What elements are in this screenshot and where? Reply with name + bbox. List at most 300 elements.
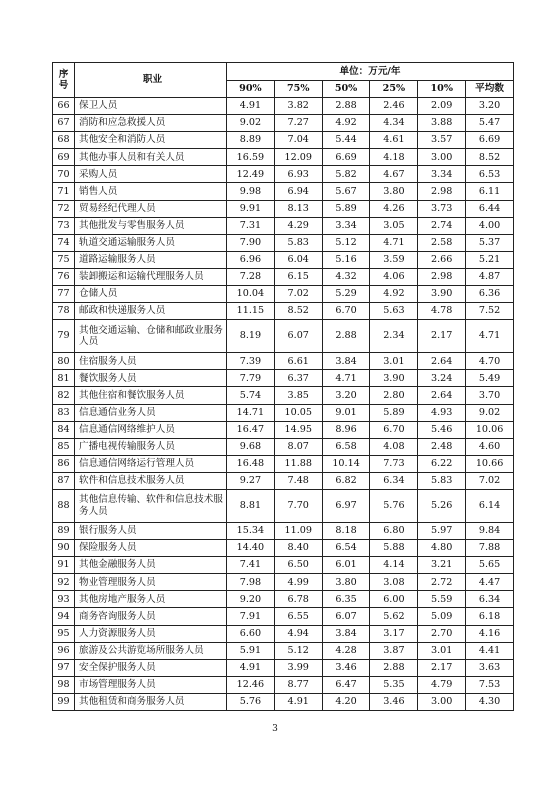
p10-cell: 2.64	[418, 387, 466, 404]
p25-cell: 4.92	[370, 286, 418, 303]
occupation-cell: 邮政和快递服务人员	[75, 303, 227, 320]
average-cell: 5.65	[466, 557, 514, 574]
p90-cell: 5.76	[227, 693, 275, 710]
p50-cell: 5.12	[322, 234, 370, 251]
row-number: 95	[53, 625, 75, 642]
p50-cell: 8.96	[322, 421, 370, 438]
table-row	[53, 642, 514, 659]
row-number: 83	[53, 404, 75, 421]
occupation-header: 职业	[75, 63, 227, 98]
occupation-cell: 保卫人员	[75, 98, 227, 115]
p25-cell: 5.35	[370, 676, 418, 693]
average-cell: 6.44	[466, 200, 514, 217]
table-row	[53, 303, 514, 320]
average-cell: 10.06	[466, 421, 514, 438]
occupation-cell: 信息通信业务人员	[75, 404, 227, 421]
occupation-cell: 其他房地产服务人员	[75, 591, 227, 608]
p90-cell: 8.81	[227, 489, 275, 522]
row-number: 89	[53, 522, 75, 539]
row-number: 92	[53, 574, 75, 591]
p50-cell: 4.32	[322, 268, 370, 285]
average-cell: 6.53	[466, 166, 514, 183]
p90-cell: 9.68	[227, 438, 275, 455]
p75-cell: 11.88	[274, 455, 322, 472]
p10-cell: 4.93	[418, 404, 466, 421]
row-number: 77	[53, 286, 75, 303]
p75-cell: 8.13	[274, 200, 322, 217]
p90-cell: 9.27	[227, 472, 275, 489]
average-cell: 4.71	[466, 320, 514, 353]
p25-cell: 5.63	[370, 303, 418, 320]
p25-cell: 3.01	[370, 353, 418, 370]
p90-cell: 16.59	[227, 149, 275, 166]
seq-header-top: 序	[58, 68, 69, 80]
occupation-cell: 其他交通运输、仓储和邮政业服务人员	[75, 320, 227, 353]
p75-cell: 3.85	[274, 387, 322, 404]
p10-cell: 2.98	[418, 183, 466, 200]
p90-cell: 12.49	[227, 166, 275, 183]
p75-cell: 6.04	[274, 251, 322, 268]
occupation-cell: 安全保护服务人员	[75, 659, 227, 676]
row-number: 72	[53, 200, 75, 217]
occupation-cell: 其他安全和消防人员	[75, 132, 227, 149]
p25-cell: 3.80	[370, 183, 418, 200]
p10-cell: 3.24	[418, 370, 466, 387]
row-number: 90	[53, 540, 75, 557]
p50-cell: 4.71	[322, 370, 370, 387]
p90-cell: 7.39	[227, 353, 275, 370]
occupation-cell: 销售人员	[75, 183, 227, 200]
seq-header-bottom: 号	[58, 80, 69, 91]
average-cell: 6.69	[466, 132, 514, 149]
p10-cell: 2.17	[418, 320, 466, 353]
p75-cell: 6.94	[274, 183, 322, 200]
p50-cell: 5.29	[322, 286, 370, 303]
row-number: 70	[53, 166, 75, 183]
table-row	[53, 608, 514, 625]
p10-cell: 5.46	[418, 421, 466, 438]
table-row	[53, 183, 514, 200]
p25-cell: 4.61	[370, 132, 418, 149]
row-number: 98	[53, 676, 75, 693]
row-number: 67	[53, 115, 75, 132]
p75-cell: 8.40	[274, 540, 322, 557]
p10-cell: 4.80	[418, 540, 466, 557]
row-number: 82	[53, 387, 75, 404]
occupation-cell: 餐饮服务人员	[75, 370, 227, 387]
p50-cell: 3.20	[322, 387, 370, 404]
p25-cell: 2.34	[370, 320, 418, 353]
occupation-cell: 物业管理服务人员	[75, 574, 227, 591]
p75-cell: 4.29	[274, 217, 322, 234]
p10-cell: 4.79	[418, 676, 466, 693]
p50-cell: 4.92	[322, 115, 370, 132]
average-cell: 9.02	[466, 404, 514, 421]
p10-cell: 3.57	[418, 132, 466, 149]
average-cell: 10.66	[466, 455, 514, 472]
p75-header: 75%	[274, 81, 322, 98]
average-cell: 9.84	[466, 522, 514, 539]
p90-cell: 14.71	[227, 404, 275, 421]
p50-cell: 8.18	[322, 522, 370, 539]
p25-cell: 4.34	[370, 115, 418, 132]
p50-cell: 6.58	[322, 438, 370, 455]
table-row	[53, 421, 514, 438]
average-cell: 3.63	[466, 659, 514, 676]
p90-cell: 9.91	[227, 200, 275, 217]
table-row	[53, 472, 514, 489]
p10-cell: 6.22	[418, 455, 466, 472]
p75-cell: 12.09	[274, 149, 322, 166]
p50-cell: 10.14	[322, 455, 370, 472]
p75-cell: 7.48	[274, 472, 322, 489]
p50-cell: 6.07	[322, 608, 370, 625]
average-cell: 4.70	[466, 353, 514, 370]
table-row	[53, 625, 514, 642]
occupation-cell: 其他租赁和商务服务人员	[75, 693, 227, 710]
salary-table	[52, 62, 514, 711]
p50-cell: 4.28	[322, 642, 370, 659]
p90-cell: 12.46	[227, 676, 275, 693]
p50-cell: 6.70	[322, 303, 370, 320]
table-row	[53, 489, 514, 522]
p75-cell: 8.07	[274, 438, 322, 455]
p90-cell: 4.91	[227, 98, 275, 115]
row-number: 94	[53, 608, 75, 625]
occupation-cell: 保险服务人员	[75, 540, 227, 557]
p50-cell: 3.46	[322, 659, 370, 676]
row-number: 85	[53, 438, 75, 455]
table-row	[53, 149, 514, 166]
p50-cell: 5.82	[322, 166, 370, 183]
p10-cell: 3.34	[418, 166, 466, 183]
table-body	[53, 98, 514, 711]
p50-cell: 6.82	[322, 472, 370, 489]
table-row	[53, 370, 514, 387]
p50-header: 50%	[322, 81, 370, 98]
p90-cell: 9.20	[227, 591, 275, 608]
p75-cell: 14.95	[274, 421, 322, 438]
occupation-cell: 广播电视传输服务人员	[75, 438, 227, 455]
p75-cell: 5.83	[274, 234, 322, 251]
p25-cell: 3.59	[370, 251, 418, 268]
average-cell: 4.30	[466, 693, 514, 710]
occupation-cell: 轨道交通运输服务人员	[75, 234, 227, 251]
p25-cell: 4.14	[370, 557, 418, 574]
row-number: 93	[53, 591, 75, 608]
p75-cell: 5.12	[274, 642, 322, 659]
p75-cell: 7.27	[274, 115, 322, 132]
table-row	[53, 251, 514, 268]
p25-cell: 3.90	[370, 370, 418, 387]
p10-cell: 3.73	[418, 200, 466, 217]
p10-cell: 2.72	[418, 574, 466, 591]
table-row	[53, 659, 514, 676]
p75-cell: 3.99	[274, 659, 322, 676]
p10-cell: 2.98	[418, 268, 466, 285]
p75-cell: 6.50	[274, 557, 322, 574]
average-cell: 4.60	[466, 438, 514, 455]
occupation-cell: 银行服务人员	[75, 522, 227, 539]
p10-cell: 2.09	[418, 98, 466, 115]
p10-cell: 4.78	[418, 303, 466, 320]
average-cell: 6.34	[466, 591, 514, 608]
p75-cell: 6.78	[274, 591, 322, 608]
p25-cell: 6.34	[370, 472, 418, 489]
occupation-cell: 装卸搬运和运输代理服务人员	[75, 268, 227, 285]
p25-cell: 5.89	[370, 404, 418, 421]
p25-cell: 3.17	[370, 625, 418, 642]
row-number: 69	[53, 149, 75, 166]
occupation-cell: 旅游及公共游览场所服务人员	[75, 642, 227, 659]
p75-cell: 6.07	[274, 320, 322, 353]
p50-cell: 4.20	[322, 693, 370, 710]
p75-cell: 3.82	[274, 98, 322, 115]
p90-cell: 9.98	[227, 183, 275, 200]
average-cell: 8.52	[466, 149, 514, 166]
occupation-cell: 仓储人员	[75, 286, 227, 303]
p50-cell: 3.84	[322, 625, 370, 642]
occupation-cell: 其他金融服务人员	[75, 557, 227, 574]
p25-cell: 4.06	[370, 268, 418, 285]
row-number: 78	[53, 303, 75, 320]
occupation-cell: 其他信息传输、软件和信息技术服务人员	[75, 489, 227, 522]
occupation-cell: 消防和应急救援人员	[75, 115, 227, 132]
occupation-cell: 道路运输服务人员	[75, 251, 227, 268]
average-cell: 6.36	[466, 286, 514, 303]
table-row	[53, 455, 514, 472]
table-row	[53, 557, 514, 574]
p75-cell: 7.70	[274, 489, 322, 522]
p50-cell: 6.69	[322, 149, 370, 166]
p50-cell: 6.97	[322, 489, 370, 522]
average-cell: 7.52	[466, 303, 514, 320]
p90-cell: 10.04	[227, 286, 275, 303]
row-number: 68	[53, 132, 75, 149]
average-cell: 7.53	[466, 676, 514, 693]
table-row	[53, 268, 514, 285]
table-row	[53, 693, 514, 710]
p10-cell: 5.26	[418, 489, 466, 522]
row-number: 75	[53, 251, 75, 268]
row-number: 73	[53, 217, 75, 234]
p90-header: 90%	[227, 81, 275, 98]
p90-cell: 5.74	[227, 387, 275, 404]
row-number: 79	[53, 320, 75, 353]
average-cell: 4.16	[466, 625, 514, 642]
p50-cell: 5.16	[322, 251, 370, 268]
table-header	[53, 63, 514, 98]
row-number: 80	[53, 353, 75, 370]
p25-cell: 4.08	[370, 438, 418, 455]
p50-cell: 5.67	[322, 183, 370, 200]
table-row	[53, 115, 514, 132]
p75-cell: 4.99	[274, 574, 322, 591]
p90-cell: 6.96	[227, 251, 275, 268]
table-row	[53, 540, 514, 557]
p90-cell: 7.79	[227, 370, 275, 387]
average-cell: 5.37	[466, 234, 514, 251]
p90-cell: 7.41	[227, 557, 275, 574]
average-cell: 4.47	[466, 574, 514, 591]
p75-cell: 8.77	[274, 676, 322, 693]
occupation-cell: 人力资源服务人员	[75, 625, 227, 642]
unit-header: 单位：万元/年	[227, 63, 514, 81]
table-row	[53, 166, 514, 183]
table-row	[53, 286, 514, 303]
p50-cell: 6.54	[322, 540, 370, 557]
p75-cell: 10.05	[274, 404, 322, 421]
p25-cell: 6.00	[370, 591, 418, 608]
p90-cell: 7.28	[227, 268, 275, 285]
table-row	[53, 353, 514, 370]
p25-cell: 3.46	[370, 693, 418, 710]
p25-cell: 3.08	[370, 574, 418, 591]
p10-header: 10%	[418, 81, 466, 98]
p75-cell: 4.91	[274, 693, 322, 710]
p90-cell: 9.02	[227, 115, 275, 132]
table-row	[53, 320, 514, 353]
seq-header	[53, 63, 75, 98]
p90-cell: 16.48	[227, 455, 275, 472]
table-row	[53, 234, 514, 251]
p90-cell: 15.34	[227, 522, 275, 539]
p90-cell: 4.91	[227, 659, 275, 676]
page-number: 3	[272, 724, 278, 734]
occupation-cell: 信息通信网络运行管理人员	[75, 455, 227, 472]
average-header: 平均数	[466, 81, 514, 98]
p75-cell: 6.61	[274, 353, 322, 370]
row-number: 66	[53, 98, 75, 115]
table-row	[53, 574, 514, 591]
occupation-cell: 其他办事人员和有关人员	[75, 149, 227, 166]
p25-cell: 4.18	[370, 149, 418, 166]
p25-cell: 4.67	[370, 166, 418, 183]
average-cell: 5.49	[466, 370, 514, 387]
table-row	[53, 387, 514, 404]
p25-cell: 5.88	[370, 540, 418, 557]
p50-cell: 6.47	[322, 676, 370, 693]
table-row	[53, 98, 514, 115]
p10-cell: 3.21	[418, 557, 466, 574]
occupation-cell: 其他批发与零售服务人员	[75, 217, 227, 234]
p25-cell: 5.76	[370, 489, 418, 522]
table-row	[53, 200, 514, 217]
average-cell: 5.47	[466, 115, 514, 132]
p25-cell: 3.05	[370, 217, 418, 234]
p10-cell: 3.00	[418, 149, 466, 166]
row-number: 71	[53, 183, 75, 200]
occupation-cell: 市场管理服务人员	[75, 676, 227, 693]
average-cell: 7.02	[466, 472, 514, 489]
average-cell: 7.88	[466, 540, 514, 557]
p10-cell: 5.83	[418, 472, 466, 489]
p75-cell: 6.55	[274, 608, 322, 625]
p50-cell: 5.89	[322, 200, 370, 217]
average-cell: 4.87	[466, 268, 514, 285]
p90-cell: 8.89	[227, 132, 275, 149]
p75-cell: 7.02	[274, 286, 322, 303]
p25-cell: 7.73	[370, 455, 418, 472]
p50-cell: 6.01	[322, 557, 370, 574]
p75-cell: 6.93	[274, 166, 322, 183]
p50-cell: 2.88	[322, 98, 370, 115]
p75-cell: 6.15	[274, 268, 322, 285]
p25-cell: 2.88	[370, 659, 418, 676]
p10-cell: 2.74	[418, 217, 466, 234]
p90-cell: 7.90	[227, 234, 275, 251]
table-row	[53, 132, 514, 149]
p25-header: 25%	[370, 81, 418, 98]
table-row	[53, 676, 514, 693]
average-cell: 6.18	[466, 608, 514, 625]
row-number: 96	[53, 642, 75, 659]
p90-cell: 16.47	[227, 421, 275, 438]
average-cell: 6.14	[466, 489, 514, 522]
p50-cell: 3.80	[322, 574, 370, 591]
p90-cell: 7.31	[227, 217, 275, 234]
occupation-cell: 住宿服务人员	[75, 353, 227, 370]
p50-cell: 3.34	[322, 217, 370, 234]
occupation-cell: 信息通信网络维护人员	[75, 421, 227, 438]
row-number: 81	[53, 370, 75, 387]
p10-cell: 2.64	[418, 353, 466, 370]
p10-cell: 5.09	[418, 608, 466, 625]
p75-cell: 6.37	[274, 370, 322, 387]
average-cell: 5.21	[466, 251, 514, 268]
p90-cell: 11.15	[227, 303, 275, 320]
occupation-cell: 贸易经纪代理人员	[75, 200, 227, 217]
row-number: 88	[53, 489, 75, 522]
p25-cell: 6.80	[370, 522, 418, 539]
p25-cell: 2.46	[370, 98, 418, 115]
p10-cell: 5.59	[418, 591, 466, 608]
p25-cell: 4.71	[370, 234, 418, 251]
p10-cell: 3.88	[418, 115, 466, 132]
average-cell: 6.11	[466, 183, 514, 200]
occupation-cell: 采购人员	[75, 166, 227, 183]
row-number: 84	[53, 421, 75, 438]
p25-cell: 2.80	[370, 387, 418, 404]
p75-cell: 8.52	[274, 303, 322, 320]
occupation-cell: 商务咨询服务人员	[75, 608, 227, 625]
p25-cell: 5.62	[370, 608, 418, 625]
p25-cell: 3.87	[370, 642, 418, 659]
p10-cell: 2.58	[418, 234, 466, 251]
table-row	[53, 404, 514, 421]
average-cell: 3.70	[466, 387, 514, 404]
row-number: 76	[53, 268, 75, 285]
table-row	[53, 522, 514, 539]
p10-cell: 3.00	[418, 693, 466, 710]
occupation-cell: 软件和信息技术服务人员	[75, 472, 227, 489]
table-row	[53, 591, 514, 608]
p50-cell: 3.84	[322, 353, 370, 370]
row-number: 87	[53, 472, 75, 489]
p10-cell: 3.90	[418, 286, 466, 303]
p90-cell: 6.60	[227, 625, 275, 642]
row-number: 91	[53, 557, 75, 574]
p10-cell: 2.17	[418, 659, 466, 676]
row-number: 74	[53, 234, 75, 251]
p75-cell: 7.04	[274, 132, 322, 149]
p50-cell: 2.88	[322, 320, 370, 353]
p75-cell: 11.09	[274, 522, 322, 539]
p90-cell: 14.40	[227, 540, 275, 557]
p90-cell: 7.91	[227, 608, 275, 625]
p50-cell: 9.01	[322, 404, 370, 421]
p75-cell: 4.94	[274, 625, 322, 642]
